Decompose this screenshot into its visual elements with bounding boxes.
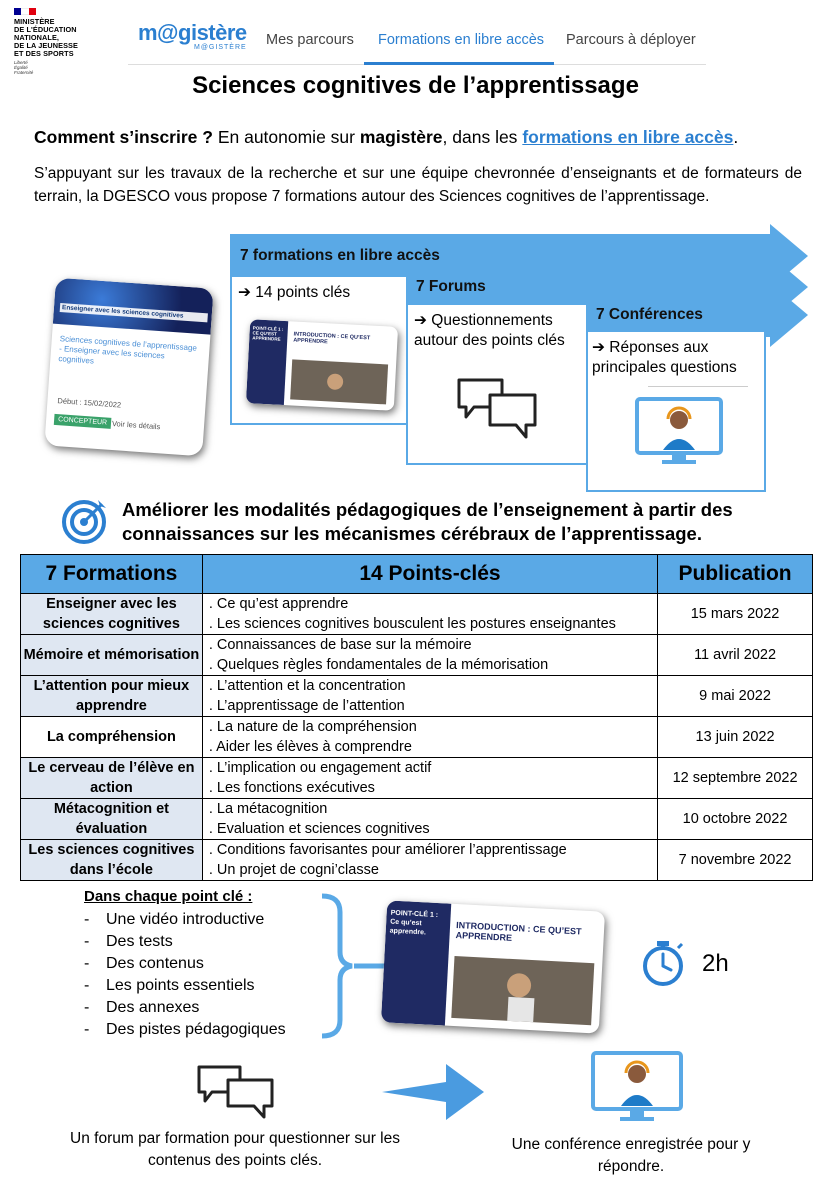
- arrow-forums: 7 Forums: [406, 255, 808, 319]
- video-conference-icon: [634, 396, 724, 468]
- each-point-heading: Dans chaque point clé :: [84, 888, 253, 905]
- forum-chat-icon: [196, 1064, 276, 1120]
- ministry-name: MINISTÈRE DE L'ÉDUCATION NATIONALE, DE LA JEUNESSE ET DES SPORTS: [14, 17, 78, 58]
- table-row: L’attention pour mieux apprendre . L’attention et la concentration . L’apprentissage de l’attention 9 mai 2022: [21, 676, 813, 717]
- list-item: - Des tests: [84, 933, 173, 950]
- panel-points-cles: ➔ 14 points clés: [230, 275, 412, 425]
- target-icon: [60, 497, 108, 545]
- each-point-list: [84, 909, 286, 1041]
- arrow-conferences: 7 Conférences: [586, 283, 808, 347]
- magistere-logo[interactable]: m@gistère M@GISTÈRE: [138, 20, 247, 51]
- conference-caption: Une conférence enregistrée pour y répondre.: [511, 1136, 751, 1175]
- formations-libre-acces-link[interactable]: formations en libre accès: [522, 127, 734, 147]
- header-points-cles: 14 Points-clés: [202, 555, 657, 594]
- course-card-banner: Enseigner avec les sciences cognitives: [53, 278, 214, 335]
- table-row: Mémoire et mémorisation . Connaissances de base sur la mémoire . Quelques règles fondamentales de la mémorisation 11 avril 2022: [21, 635, 813, 676]
- concepteur-badge: CONCEPTEUR: [54, 414, 112, 429]
- chat-bubbles-icon: [456, 377, 538, 443]
- nav-parcours-a-deployer[interactable]: Parcours à déployer: [566, 32, 696, 48]
- table-row: Le cerveau de l’élève en action . L’implication ou engagement actif . Les fonctions exécutives 12 septembre 2022: [21, 758, 813, 799]
- panel-conferences: ➔ Réponses aux principales questions: [586, 330, 766, 492]
- formations-table: [20, 554, 813, 881]
- table-row: Les sciences cognitives dans l’école . Conditions favorisantes pour améliorer l’apprentissage . Un projet de cogni’classe 7 novembre 2022: [21, 840, 813, 881]
- list-item: - Une vidéo introductive: [84, 911, 265, 928]
- list-item: - Les points essentiels: [84, 977, 255, 994]
- nav-formations-libre-acces[interactable]: Formations en libre accès: [378, 32, 545, 48]
- table-header-row: [21, 555, 813, 594]
- intro-paragraph: S’appuyant sur les travaux de la recherche et sur une équipe chevronnée d’enseignants et de formateurs de terrain, la DGESCO vous propose 7 formations autour des Sciences cognitives de l’apprentissage.: [34, 165, 802, 205]
- stopwatch-icon: [640, 938, 686, 988]
- page-title: Sciences cognitives de l’apprentissage: [192, 72, 639, 99]
- header-publication: Publication: [658, 555, 813, 594]
- big-arrow-icon: [380, 1060, 486, 1124]
- course-card[interactable]: Enseigner avec les sciences cognitives Sciences cognitives de l’apprentissage - Enseigner avec les sciences cognitives Début : 15/02/2022 CONCEPTEUR Voir les détails: [44, 278, 213, 457]
- nav-mes-parcours[interactable]: Mes parcours: [266, 32, 354, 48]
- registration-line: Comment s’inscrire ? En autonomie sur magistère, dans les formations en libre accès.: [34, 127, 739, 147]
- duration: 2h: [702, 950, 729, 977]
- course-screenshot: POINT-CLÉ 1 : CE QU’EST APPRENDRE INTRODUCTION : CE QU’EST APPRENDRE: [246, 319, 398, 411]
- goal-statement: Améliorer les modalités pédagogiques de l’enseignement à partir des connaissances sur les mécanismes cérébraux de l’apprentissage.: [122, 499, 733, 544]
- table-row: Métacognition et évaluation . La métacognition . Evaluation et sciences cognitives 10 octobre 2022: [21, 799, 813, 840]
- list-item: - Des contenus: [84, 955, 204, 972]
- panel-forums: ➔ Questionnements autour des points clés: [406, 303, 588, 465]
- forum-caption: Un forum par formation pour questionner sur les contenus des points clés.: [70, 1130, 400, 1169]
- list-item: - Des annexes: [84, 999, 200, 1016]
- government-logo: [14, 8, 114, 75]
- active-tab-indicator: [364, 62, 554, 65]
- header-formations: 7 Formations: [21, 555, 203, 594]
- point-cle-screenshot: POINT-CLÉ 1 : Ce qu’est apprendre. INTRODUCTION : CE QU’EST APPRENDRE: [381, 900, 605, 1033]
- table-row: La compréhension . La nature de la compréhension . Aider les élèves à comprendre 13 juin 2022: [21, 717, 813, 758]
- conference-monitor-icon: [590, 1050, 684, 1126]
- arrow-formations: 7 formations en libre accès: [230, 224, 808, 288]
- voir-details-link[interactable]: Voir les détails: [111, 418, 161, 432]
- french-flag-icon: [14, 8, 36, 15]
- table-row: Enseigner avec les sciences cognitives . Ce qu’est apprendre . Les sciences cognitives bousculent les postures enseignantes 15 mars 2022: [21, 594, 813, 635]
- republic-motto: Liberté Égalité Fraternité: [14, 60, 34, 75]
- list-item: - Des pistes pédagogiques: [84, 1021, 286, 1038]
